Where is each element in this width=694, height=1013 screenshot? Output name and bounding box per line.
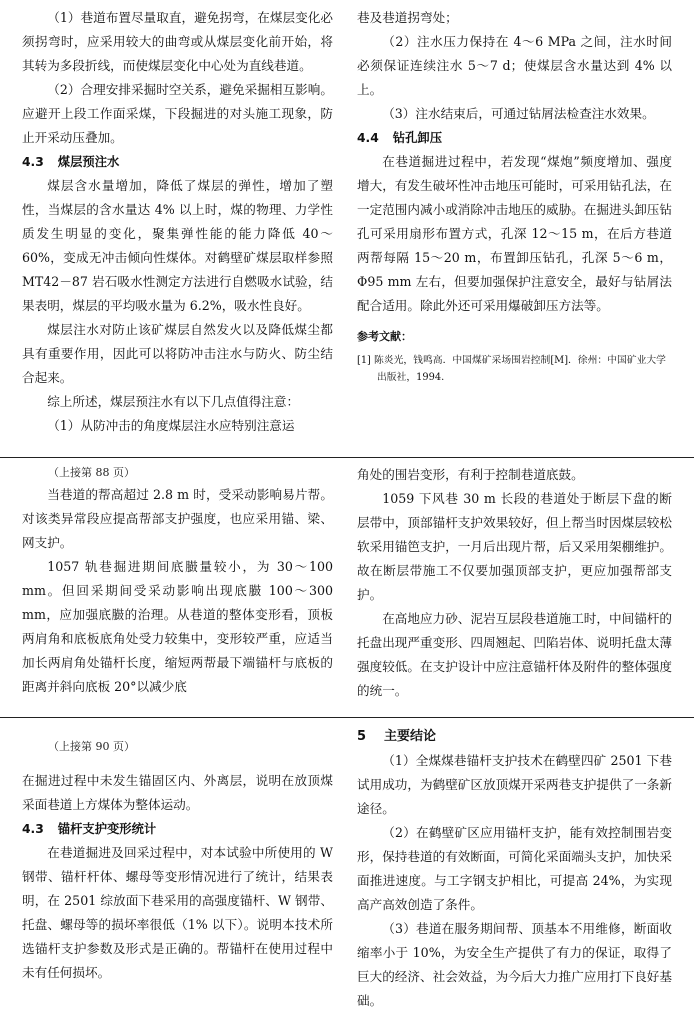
- heading-number: 4.4: [357, 131, 379, 145]
- paragraph: 巷及巷道拐弯处；: [357, 10, 458, 25]
- paragraph: 1059 下风巷 30 m 长段的巷道处于断层下盘的断层带中，顶部锚杆支护效果较好，但上帮当时因煤层较松软采用锚笆支护，一月后出现片帮，后又采用架棚维护。故在断层带施工不仅要加强顶部支护，更应加强帮部支护。: [357, 491, 672, 602]
- heading-number: 4.3: [22, 155, 44, 169]
- section-divider: [0, 457, 694, 458]
- section3-left-column: [22, 737, 333, 985]
- heading-text: 钻孔卸压: [392, 131, 442, 145]
- paragraph: 在巷道掘进过程中，若发现“煤炮”频度增加、强度增大，有发生破坏性冲击地压可能时，可采用钻孔法，在一定范围内减小或消除冲击地压的威胁。在掘进头卸压钻孔可采用扇形布置方式，孔深 12～15 m，在后方巷道两帮每隔 15～20 m，布置卸压钻孔，孔深 5～6 m，Φ95 mm 左右，但要加强保护注意安全，最好与钻屑法配合适用。除此外还可采用爆破卸压方法等。: [357, 154, 672, 313]
- heading-number: 4.3: [22, 822, 44, 836]
- paragraph: （2）在鹤壁矿区应用锚杆支护，能有效控制围岩变形，保持巷道的有效断面，可简化采面端头支护，加快采面推进速度。与工字钢支护相比，可提高 24%，为实现高产高效创造了条件。: [357, 825, 672, 912]
- paragraph: （3）注水结束后，可通过钻屑法检查注水效果。: [382, 106, 655, 121]
- section2-left-column: [22, 463, 333, 699]
- paragraph: （3）巷道在服务期间帮、顶基本不用维修，断面收缩率小于 10%，为安全生产提供了有力的保证，取得了巨大的经济、社会效益，为今后大力推广应用打下良好基础。: [357, 921, 672, 1008]
- paragraph: （2）注水压力保持在 4～6 MPa 之间，注水时间必须保证连续注水 5～7 d；使煤层含水量达到 4% 以上。: [357, 34, 672, 97]
- paragraph: （2）合理安排采掘时空关系，避免采掘相互影响。应避开上段工作面采煤，下段掘进的对头施工现象，防止开采动压叠加。: [22, 82, 333, 145]
- paragraph: （1）巷道布置尽量取直，避免拐弯，在煤层变化必须拐弯时，应采用较大的曲弯或从煤层变化前开始，将其转为多段折线，而使煤层变化中心处为直线巷道。: [22, 10, 333, 73]
- section-divider: [0, 717, 694, 718]
- paragraph: 在掘进过程中未发生锚固区内、外离层，说明在放顶煤采面巷道上方煤体为整体运动。: [22, 773, 333, 812]
- paragraph: 煤层含水量增加，降低了煤层的弹性，增加了塑性，当煤层的含水量达 4% 以上时，煤的物理、力学性质发生明显的变化，聚集弹性能的能力降低 40～60%，变成无冲击倾向性煤体。对鹤壁矿煤层取样参照 MT42－87 岩石吸水性测定方法进行自燃吸水试验，结果表明，煤层的平均吸水量为 6.2%，吸水性良好。: [22, 178, 333, 313]
- section-heading-5: [357, 725, 672, 749]
- paragraph: 综上所述，煤层预注水有以下几点值得注意：: [47, 394, 300, 409]
- section-heading-4-4: [357, 126, 672, 150]
- paragraph: 在高地应力砂、泥岩互层段巷道施工时，中间锚杆的托盘出现严重变形、四周翘起、凹陷岩体、说明托盘太薄强度较低。在支护设计中应注意锚杆体及附件的整体强度的统一。: [357, 611, 672, 698]
- paragraph: 煤层注水对防止该矿煤层自然发火以及降低煤尘都具有重要作用，因此可以将防冲击注水与防火、防尘结合起来。: [22, 322, 333, 385]
- section-heading-4-3: [22, 150, 333, 174]
- reference-item: [1] 陈炎光，钱鸣高．中国煤矿采场围岩控制[M]．徐州：中国矿业大学出版社，1994.: [357, 355, 666, 383]
- paragraph: 在巷道掘进及回采过程中，对本试验中所使用的 W 钢带、锚杆杆体、螺母等变形情况进行了统计，结果表明，在 2501 综放面下巷采用的高强度锚杆、W 钢带、托盘、螺母等的损坏率很低（1% 以下）。说明本技术所选锚杆支护参数及形式是正确的。帮锚杆在使用过程中未有任何损坏。: [22, 845, 333, 980]
- paragraph: 当巷道的帮高超过 2.8 m 时，受采动影响易片帮。对该类异常段应提高帮部支护强度，也应采用锚、梁、网支护。: [22, 487, 333, 550]
- heading-number: 5: [357, 729, 367, 744]
- continued-from-note: （上接第 90 页）: [48, 740, 135, 753]
- paragraph: 角处的围岩变形，有利于控制巷道底鼓。: [357, 467, 584, 482]
- references-title: 参考文献：: [357, 330, 412, 343]
- section1-left-column: [22, 6, 333, 438]
- section-heading-4-3: [22, 817, 333, 841]
- paragraph: （1）全煤煤巷锚杆支护技术在鹤壁四矿 2501 下巷试用成功，为鹤壁矿区放顶煤开采两巷支护提供了一条新途径。: [357, 753, 672, 816]
- paragraph: （1）从防冲击的角度煤层注水应特别注意运: [47, 418, 295, 433]
- section3-right-column: [357, 725, 672, 1013]
- section1-right-column: [357, 6, 672, 386]
- continued-from-note: （上接第 88 页）: [48, 466, 135, 479]
- paragraph: 1057 轨巷掘进期间底臌量较小，为 30～100 mm。但回采期间受采动影响出现底臌 100～300 mm，应加强底臌的治理。从巷道的整体变形看，顶板两肩角和底板底角处受力较集中，变形较严重，应适当加长两肩角处锚杆长度，缩短两帮最下端锚杆与底板的距离并斜向底板 20°以减少底: [22, 559, 333, 694]
- heading-text: 锚杆支护变形统计: [57, 822, 157, 836]
- heading-text: 主要结论: [384, 729, 437, 744]
- heading-text: 煤层预注水: [57, 155, 120, 169]
- section2-right-column: [357, 463, 672, 703]
